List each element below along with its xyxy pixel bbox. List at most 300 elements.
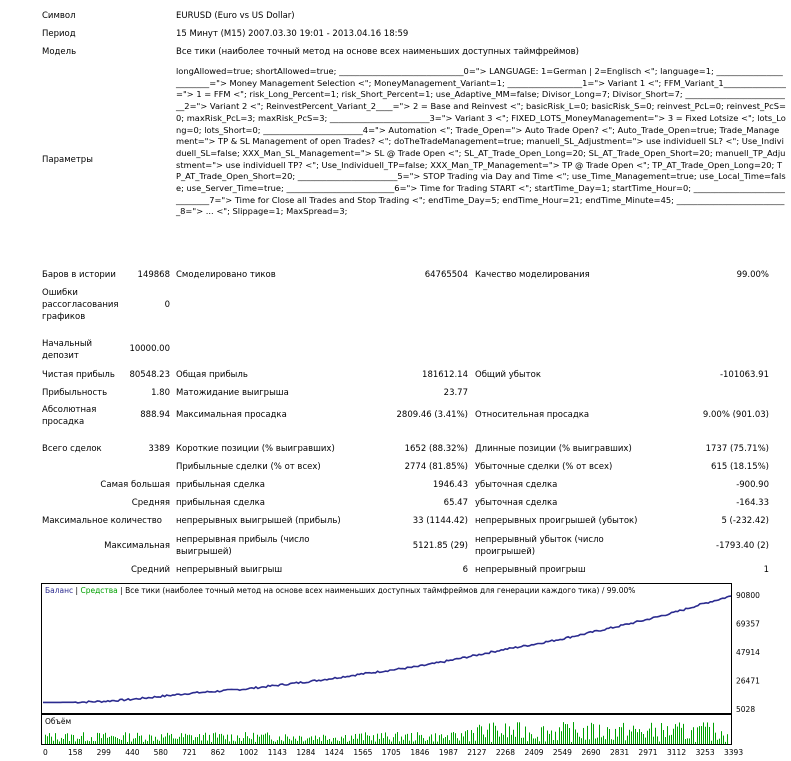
volume-bar <box>383 738 384 744</box>
volume-bar <box>635 729 636 744</box>
volume-bar <box>431 734 432 744</box>
volume-bar <box>471 730 472 744</box>
volume-bar <box>633 726 634 744</box>
volume-bar <box>721 731 722 744</box>
x-tick-label: 721 <box>182 748 197 757</box>
y-tick-label: 47914 <box>736 648 760 657</box>
volume-bar <box>715 733 716 744</box>
volume-bar <box>203 735 204 744</box>
volume-bar <box>477 727 478 744</box>
bars-label: Баров в истории <box>42 270 116 280</box>
errors-label: Ошибки рассогласования графиков <box>42 288 119 323</box>
volume-bar <box>549 734 550 744</box>
abs-dd-value: 888.94 <box>140 410 170 420</box>
volume-bar <box>387 736 388 744</box>
volume-bar <box>639 729 640 744</box>
x-tick-label: 2549 <box>552 748 572 757</box>
volume-bar <box>331 742 332 744</box>
volume-bar <box>103 734 104 744</box>
volume-bar <box>437 742 438 744</box>
volume-bar <box>369 736 370 744</box>
volume-bar <box>235 741 236 744</box>
profit-trades-value: 2774 (81.85%) <box>404 462 468 472</box>
volume-bar <box>601 737 602 744</box>
volume-bar <box>687 738 688 744</box>
volume-bar <box>397 732 398 744</box>
volume-bar <box>375 742 376 744</box>
gross-profit-label: Общая прибыль <box>176 370 248 380</box>
volume-bar <box>669 735 670 744</box>
volume-bar <box>67 733 68 744</box>
volume-bar <box>461 733 462 744</box>
volume-bar <box>629 730 630 744</box>
volume-bar <box>617 737 618 744</box>
volume-bar <box>411 733 412 744</box>
volume-bar <box>227 735 228 744</box>
volume-bar <box>139 736 140 744</box>
volume-bar <box>77 739 78 744</box>
volume-bar <box>87 741 88 744</box>
volume-bar <box>111 736 112 744</box>
volume-bar <box>495 726 496 744</box>
legend-text: Баланс | Средства | Все тики (наиболее точный метод на основе всех наименьших доступных таймфреймов для генерации каждого тика) / 99.00% <box>45 586 636 595</box>
profit-trades-label: Прибыльные сделки (% от всех) <box>176 462 321 472</box>
volume-bar <box>625 740 626 744</box>
volume-bar <box>519 722 520 744</box>
volume-bar <box>409 741 410 744</box>
volume-bar <box>539 741 540 744</box>
volume-bar <box>73 735 74 744</box>
volume-label: Объём <box>45 717 72 726</box>
avg-loss-label: убыточная сделка <box>475 498 558 508</box>
x-tick-label: 1424 <box>324 748 344 757</box>
volume-bar <box>367 735 368 744</box>
x-tick-label: 440 <box>125 748 140 757</box>
volume-bar <box>345 735 346 744</box>
volume-bar <box>711 741 712 744</box>
volume-bar <box>505 723 506 744</box>
volume-bar <box>423 738 424 744</box>
volume-bar <box>491 742 492 744</box>
volume-bar <box>631 732 632 744</box>
volume-bar <box>475 741 476 744</box>
avg-profit-value: 65.47 <box>443 498 468 508</box>
volume-bar <box>51 737 52 744</box>
volume-bar <box>113 736 114 744</box>
volume-bar <box>129 733 130 744</box>
volume-bar <box>267 732 268 744</box>
bars-value: 149868 <box>137 270 170 280</box>
volume-bar <box>145 740 146 744</box>
volume-bar <box>407 734 408 744</box>
rel-dd-label: Относительная просадка <box>475 410 590 420</box>
volume-bar <box>307 738 308 744</box>
volume-bar <box>699 726 700 744</box>
volume-bar <box>125 732 126 744</box>
volume-bar <box>619 727 620 744</box>
volume-bar <box>91 737 92 744</box>
volume-bar <box>135 738 136 744</box>
volume-bar <box>89 741 90 744</box>
volume-bar <box>527 741 528 744</box>
volume-bar <box>249 738 250 744</box>
average2-label: Средний <box>130 565 170 575</box>
expected-payoff-value: 23.77 <box>443 388 468 398</box>
volume-bar <box>199 734 200 744</box>
volume-bar <box>489 723 490 744</box>
x-tick-label: 1705 <box>381 748 401 757</box>
volume-bar <box>589 739 590 744</box>
largest-label: Самая большая <box>100 480 170 490</box>
volume-bar <box>587 726 588 744</box>
volume-bar <box>333 738 334 744</box>
volume-bar <box>391 742 392 744</box>
volume-bar <box>241 741 242 744</box>
volume-bar <box>335 738 336 744</box>
volume-bar <box>185 734 186 744</box>
volume-bar <box>255 742 256 744</box>
volume-bar <box>353 739 354 744</box>
volume-bar <box>361 733 362 744</box>
cons-losses-label: непрерывных проигрышей (убыток) <box>475 516 638 526</box>
volume-bar <box>451 733 452 744</box>
volume-bar <box>595 739 596 744</box>
volume-bar <box>493 723 494 744</box>
x-tick-label: 1143 <box>267 748 287 757</box>
volume-bar <box>561 731 562 744</box>
volume-bar <box>531 734 532 744</box>
volume-bar <box>263 735 264 744</box>
volume-bar <box>573 722 574 744</box>
volume-bar <box>529 732 530 744</box>
volume-bar <box>47 736 48 744</box>
volume-bar <box>479 725 480 744</box>
volume-bar <box>221 734 222 744</box>
volume-bar <box>209 735 210 744</box>
volume-bar <box>177 739 178 744</box>
volume-bar <box>683 724 684 744</box>
volume-bar <box>553 740 554 744</box>
max-dd-value: 2809.46 (3.41%) <box>396 410 468 420</box>
volume-bar <box>225 739 226 744</box>
volume-bar <box>317 739 318 744</box>
net-profit-value: 80548.23 <box>129 370 170 380</box>
loss-trades-label: Убыточные сделки (% от всех) <box>475 462 613 472</box>
volume-bar <box>101 738 102 744</box>
volume-bar <box>441 734 442 744</box>
volume-bar <box>427 740 428 744</box>
volume-bar <box>119 739 120 744</box>
x-tick-label: 580 <box>153 748 168 757</box>
volume-bar <box>591 723 592 744</box>
balance-chart <box>41 583 789 758</box>
largest-loss-value: -900.90 <box>736 480 769 490</box>
volume-bar <box>269 735 270 744</box>
y-tick-label: 90800 <box>736 591 760 600</box>
volume-bar <box>429 736 430 744</box>
volume-bar <box>127 742 128 744</box>
x-tick-label: 3253 <box>695 748 715 757</box>
volume-bar <box>563 722 564 744</box>
avg-cons-losses-label: непрерывный проигрыш <box>475 565 586 575</box>
volume-bar <box>571 742 572 744</box>
volume-bar <box>175 739 176 744</box>
volume-bar <box>183 737 184 744</box>
max-cons-loss-value: -1793.40 (2) <box>716 541 769 551</box>
volume-bar <box>717 740 718 744</box>
volume-bar <box>583 728 584 744</box>
volume-bar <box>655 728 656 744</box>
average-label: Средняя <box>131 498 170 508</box>
legend-balance: Баланс <box>45 586 74 595</box>
volume-bar <box>349 741 350 744</box>
volume-bar <box>171 734 172 744</box>
volume-bar <box>713 723 714 744</box>
volume-bar <box>611 739 612 744</box>
volume-bar <box>609 729 610 744</box>
volume-bar <box>295 739 296 744</box>
total-trades-value: 3389 <box>148 444 170 454</box>
deposit-value: 10000.00 <box>129 344 170 354</box>
x-tick-label: 0 <box>43 748 48 757</box>
volume-bar <box>97 733 98 744</box>
max-cons-loss-label: непрерывный убыток (число проигрышей) <box>475 535 604 558</box>
volume-bar <box>541 727 542 744</box>
volume-bar <box>253 733 254 744</box>
volume-bar <box>543 726 544 744</box>
volume-bar <box>433 741 434 744</box>
max-cons-profit-label: непрерывная прибыль (число выигрышей) <box>176 535 310 558</box>
volume-bar <box>693 727 694 744</box>
volume-bar <box>71 735 72 744</box>
volume-bar <box>265 734 266 744</box>
volume-bar <box>305 741 306 744</box>
volume-bar <box>435 733 436 744</box>
symbol-label: Символ <box>42 11 76 21</box>
volume-bar <box>167 733 168 744</box>
volume-bar <box>513 730 514 744</box>
loss-trades-value: 615 (18.15%) <box>711 462 769 472</box>
volume-bar <box>105 733 106 744</box>
params-value: longAllowed=true; shortAllowed=true; ______________________________0="> LANGUAGE: 1=German | 2=Englisch <"; language=1; ________________________="> Money Management Selection <"; MoneyManagement_Variant=1; __________________1="> Variant 1 <"; FFM_Variant_1_______________="> 1 = FFM <"; risk_Long_Percent=1; risk_Short_Percent=1; use_Adaptive_MM=false; Divisor_Long=7; Divisor_Short=7; __________________________2="> Variant 2 <"; ReinvestPercent_Variant_2____="> 2 = Base and Reinvest <"; basicRisk_L=0; basicRisk_S=0; reinvest_PcL=0; reinvest_PcS=0; maxRisk_PcL=3; maxRisk_PcS=3; ________________________3="> Variant 3 <"; FIXED_LOTS_MoneyManagement="> 3 = Fixed Lotsize <"; lots_Long=0; lots_Short=0; ________________________4="> Automation <"; Trade_Open="> Auto Trade Open? <"; Auto_Trade_Open=true; Trade_Management="> TP & SL Management of open Trades? <"; doTheTradeManagement=true; manuell_SL_Adjustment="> use individuell SL? <"; Use_Individuell_SL=false; XXX_Man_SL_Management="> SL @ Trade Open <"; SL_AT_Trade_Open_Long=20; SL_AT_Trade_Open_Short=20; manuell_TP_Adjustment="> use individuell TP? <"; Use_Individuell_TP=false; XXX_Man_TP_Management="> TP @ Trade Open <"; TP_AT_Trade_Open_Long=20; TP_AT_Trade_Open_Short=20; ________________________5="> STOP Trading via Day and Time <"; use_Time_Management=true; use_Local_Time=false; use_Server_Time=true; __________________________6="> Time for Trading START <"; startTime_Day=1; startTime_Hour=0; ______________________________7="> Time for Close all Trades and Stop Trading <"; endTime_Day=5; endTime_Hour=21; endTime_Minute=45; ___________________________8="> ... <"; Slippage=1; MaxSpread=3; <box>176 66 786 217</box>
volume-bar <box>719 739 720 744</box>
volume-bar <box>359 734 360 744</box>
volume-bar <box>623 723 624 744</box>
volume-bar <box>627 736 628 744</box>
cons-wins-value: 33 (1144.42) <box>412 516 468 526</box>
volume-bar <box>191 735 192 744</box>
volume-bar <box>449 740 450 744</box>
volume-bar <box>289 739 290 744</box>
volume-bar <box>439 735 440 744</box>
volume-bar <box>651 723 652 744</box>
max-dd-label: Максимальная просадка <box>176 410 287 420</box>
volume-bar <box>511 735 512 744</box>
volume-bar <box>709 727 710 744</box>
volume-bar <box>217 738 218 744</box>
volume-bar <box>179 737 180 744</box>
volume-bar <box>121 740 122 744</box>
x-tick-label: 2127 <box>467 748 487 757</box>
x-tick-label: 299 <box>96 748 111 757</box>
volume-bar <box>421 735 422 744</box>
volume-bar <box>277 740 278 744</box>
volume-bar <box>363 740 364 744</box>
volume-bar <box>325 736 326 744</box>
volume-bar <box>443 738 444 744</box>
volume-bar <box>53 741 54 744</box>
volume-bar <box>545 741 546 744</box>
volume-bar <box>483 735 484 744</box>
gross-loss-value: -101063.91 <box>719 370 769 380</box>
volume-bar <box>705 727 706 744</box>
short-pos-label: Короткие позиции (% выигравших) <box>176 444 335 454</box>
volume-bar <box>593 724 594 744</box>
volume-bar <box>99 733 100 744</box>
period-value: 15 Минут (M15) 2007.03.30 19:01 - 2013.04.16 18:59 <box>176 29 409 39</box>
volume-bar <box>417 732 418 744</box>
profit-factor-value: 1.80 <box>151 388 170 398</box>
volume-bar <box>189 735 190 744</box>
volume-bar <box>149 735 150 744</box>
volume-bar <box>157 740 158 744</box>
volume-bar <box>233 741 234 744</box>
volume-bar <box>497 731 498 744</box>
volume-bar <box>665 737 666 744</box>
errors-value: 0 <box>164 300 170 310</box>
volume-bar <box>485 737 486 744</box>
volume-bar <box>457 738 458 744</box>
volume-bar <box>343 738 344 744</box>
volume-bar <box>551 731 552 744</box>
volume-bar <box>311 736 312 744</box>
volume-bar <box>147 741 148 744</box>
volume-bar <box>681 728 682 744</box>
x-tick-label: 2268 <box>495 748 515 757</box>
volume-bar <box>201 741 202 744</box>
volume-bar <box>521 738 522 744</box>
volume-bar <box>169 735 170 744</box>
volume-bar <box>555 732 556 744</box>
volume-bar <box>403 740 404 744</box>
volume-bar <box>93 741 94 744</box>
volume-bar <box>685 739 686 744</box>
volume-bar <box>621 727 622 744</box>
net-profit-label: Чистая прибыль <box>42 370 115 380</box>
volume-bar <box>315 736 316 744</box>
volume-bar <box>49 733 50 744</box>
volume-bar <box>63 739 64 744</box>
volume-bar <box>413 741 414 744</box>
volume-bar <box>523 738 524 744</box>
max-cons-profit-value: 5121.85 (29) <box>412 541 468 551</box>
volume-bar <box>469 741 470 744</box>
volume-bar <box>347 742 348 744</box>
volume-bar <box>415 740 416 744</box>
y-tick-label: 69357 <box>736 619 760 629</box>
volume-bar <box>675 724 676 744</box>
x-tick-label: 1987 <box>438 748 458 757</box>
volume-bar <box>117 738 118 744</box>
long-pos-value: 1737 (75.71%) <box>705 444 769 454</box>
volume-bar <box>537 737 538 744</box>
volume-bar <box>481 726 482 744</box>
volume-bar <box>271 739 272 744</box>
volume-bar <box>393 737 394 744</box>
volume-bar <box>597 738 598 744</box>
volume-bar <box>447 735 448 744</box>
largest-loss-label: убыточная сделка <box>475 480 558 490</box>
volume-bar <box>141 735 142 744</box>
volume-bar <box>195 737 196 744</box>
volume-bar <box>533 738 534 744</box>
x-tick-label: 862 <box>210 748 226 757</box>
volume-bar <box>579 737 580 744</box>
volume-bar <box>607 727 608 744</box>
volume-bar <box>137 733 138 744</box>
volume-bar <box>193 740 194 744</box>
volume-bar <box>57 739 58 744</box>
volume-bar <box>727 734 728 744</box>
volume-bar <box>85 741 86 744</box>
volume-bar <box>445 737 446 744</box>
x-tick-label: 2690 <box>581 748 601 757</box>
x-tick-label: 2971 <box>638 748 658 757</box>
volume-bar <box>499 737 500 744</box>
max-count-label: Максимальное количество <box>42 516 163 526</box>
volume-bar <box>659 742 660 744</box>
volume-bar <box>509 726 510 744</box>
x-tick-label: 2409 <box>524 748 544 757</box>
volume-bar <box>379 739 380 744</box>
balance-plot-frame <box>42 584 732 714</box>
volume-bar <box>299 736 300 744</box>
volume-bar <box>229 741 230 744</box>
period-label: Период <box>42 29 76 39</box>
cons-wins-label: непрерывных выигрышей (прибыль) <box>176 516 341 526</box>
volume-bar <box>207 741 208 744</box>
volume-bar <box>115 737 116 744</box>
volume-bar <box>385 732 386 744</box>
volume-bar <box>455 733 456 744</box>
volume-bar <box>697 727 698 744</box>
profit-factor-label: Прибыльность <box>42 388 108 398</box>
volume-bar <box>603 736 604 744</box>
volume-bar <box>723 736 724 744</box>
volume-bar <box>357 739 358 744</box>
legend-description: Все тики (наиболее точный метод на основе всех наименьших доступных таймфреймов для генерации каждого тика) <box>125 586 600 595</box>
volume-bar <box>243 738 244 744</box>
long-pos-label: Длинные позиции (% выигравших) <box>475 444 632 454</box>
volume-bar <box>95 741 96 744</box>
volume-bar <box>605 739 606 744</box>
volume-bar <box>565 724 566 744</box>
volume-bar <box>275 742 276 744</box>
volume-bar <box>575 729 576 744</box>
volume-bar <box>641 732 642 744</box>
volume-bar <box>109 737 110 744</box>
volume-bar <box>599 725 600 744</box>
x-tick-label: 1002 <box>239 748 259 757</box>
volume-bar <box>75 741 76 744</box>
volume-bar <box>501 733 502 744</box>
volume-bar <box>649 729 650 744</box>
volume-bar <box>187 735 188 744</box>
volume-bar <box>131 742 132 744</box>
volume-bar <box>377 734 378 744</box>
volume-bar <box>287 737 288 744</box>
volume-bar <box>55 733 56 744</box>
